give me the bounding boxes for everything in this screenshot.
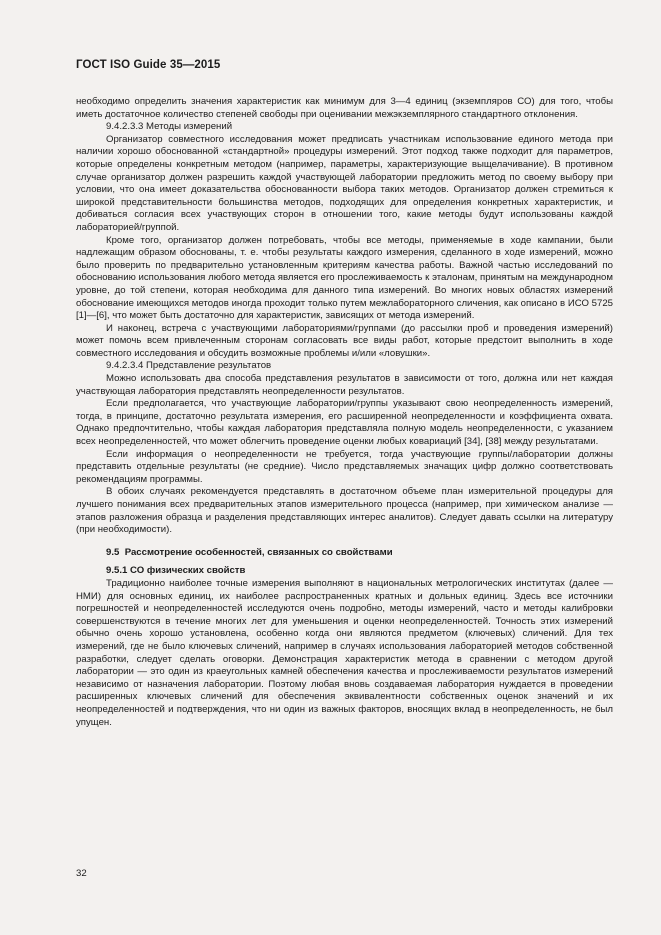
paragraph: необходимо определить значения характеристик как минимум для 3—4 единиц (экземпляров СО) для того, чтобы иметь достаточное количество степеней свободы при оценивании межэкземплярного стандартного отклонения. [76, 96, 613, 120]
paragraph: И наконец, встреча с участвующими лабораториями/группами (до рассылки проб и проведения измерений) может помочь всем привлеченным сторонам согласовать все виды работ, которые предстоит выполнить в ходе совместного исследования и обсудить возможные проблемы и/или «ловушки». [76, 322, 613, 359]
document-header: ГОСТ ISO Guide 35—2015 [76, 59, 221, 71]
section-number: 9.5 [106, 546, 120, 558]
section-heading-9-5 [76, 547, 613, 560]
subsection-heading-9-4-2-3-4: 9.4.2.3.4 Представление результатов [106, 360, 272, 372]
section-heading-9-5-1 [76, 565, 613, 578]
paragraph: Традиционно наиболее точные измерения выполняют в национальных метрологических институтах (далее — НМИ) для основных единиц, их наиболее распространенных кратных и дольных единиц. Здесь все источники погрешностей и неопределенностей исследуются очень подробно, методы измерений, часто и методы калибровки совершенствуются в течение многих лет для уменьшения и оценки неопределенностей. Точность этих измерений обычно очень хорошо установлена, особенно когда они являются предметом (ключевых) сличений. Для тех измерений, где не было ключевых сличений, например в случаях использования лабораторией методов собственной разработки, следует сделать оговорки. Демонстрация характеристик метода в сравнении с методом другой лаборатории — это один из краеугольных камней обеспечения качества и прослеживаемости результатов измерений независимо от назначения лаборатории. Поэтому любая вновь создаваемая лаборатория нуждается в проведении расширенных ключевых сличений для обеспечения эквивалентности собственных оценок значений и их неопределенностей и подтверждения, что ни один из важных факторов, вносящих вклад в неопределенность, не был упущен. [76, 577, 613, 728]
paragraph: Если информация о неопределенности не требуется, тогда участвующие группы/лаборатории должны представить отдельные результаты (не средние). Число представляемых значащих цифр должно соответствовать рекомендациям программы. [76, 448, 613, 485]
paragraph: Если предполагается, что участвующие лаборатории/группы указывают свою неопределенность измерений, тогда, в принципе, достаточно результата измерения, его расширенной неопределенности и коэффициента охвата. Однако предпочтительно, чтобы каждая лаборатория представляла полную модель неопределенности, с указанием всех неопределенностей, что может облегчить проведение оценки любых ковариаций [34], [38] между результатами. [76, 398, 613, 448]
section-title: СО физических свойств [130, 565, 246, 577]
paragraph: Организатор совместного исследования может предписать участникам использование единого метода при наличии хорошо обоснованной «стандартной» процедуры измерений. Этот подход также подходит для параметров, которые определены конкретным методом (например, параметры, характеризующие выщелачивание). В противном случае организатор должен разрешить каждой участвующей лаборатории предложить метод по своему выбору при условии, что она имеет доказательства обоснованности выбора таких методов. Организатор должен стремиться к широкой представительности большинства методов, подходящих для определения конкретных характеристик, и добиваться согласия всех участвующих сторон в отношении того, какие методы будут использованы каждой лабораторией/группой. [76, 133, 613, 233]
paragraph: В обоих случаях рекомендуется представлять в достаточном объеме план измерительной процедуры для лучшего понимания всех предварительных этапов измерительного процесса (например, при химическом анализе — этапов разложения образца и разделения представляющих интерес аналитов). Следует давать ссылки на литературу (при необходимости). [76, 486, 613, 536]
section-number: 9.5.1 [106, 565, 128, 577]
subsection-heading-9-4-2-3-3: 9.4.2.3.3 Методы измерений [106, 121, 233, 133]
paragraph: Кроме того, организатор должен потребовать, чтобы все методы, применяемые в ходе кампании, были надлежащим образом обоснованы, т. е. чтобы результаты каждого измерения, сделанного в ходе измерений, можно было проверить по предварительно установленным критериям качества работы. Важной частью исследований по обоснованию использования любого метода является его прослеживаемость к эталонам, принятым на международном уровне, до той степени, которая необходима для данного типа измерений. Во многих новых областях измерений обоснование имеющихся методов иногда проходит только путем межлабораторного сличения, как описано в ИСО 5725 [1]—[6], что может быть достаточно для характеристик, зависящих от метода измерений. [76, 234, 613, 322]
section-title: Рассмотрение особенностей, связанных со свойствами [124, 546, 393, 558]
document-body [76, 96, 613, 729]
page-number: 32 [76, 868, 87, 879]
paragraph: Можно использовать два способа представления результатов в зависимости от того, должна или нет каждая участвующая лаборатория представлять неопределенности результатов. [76, 373, 613, 397]
